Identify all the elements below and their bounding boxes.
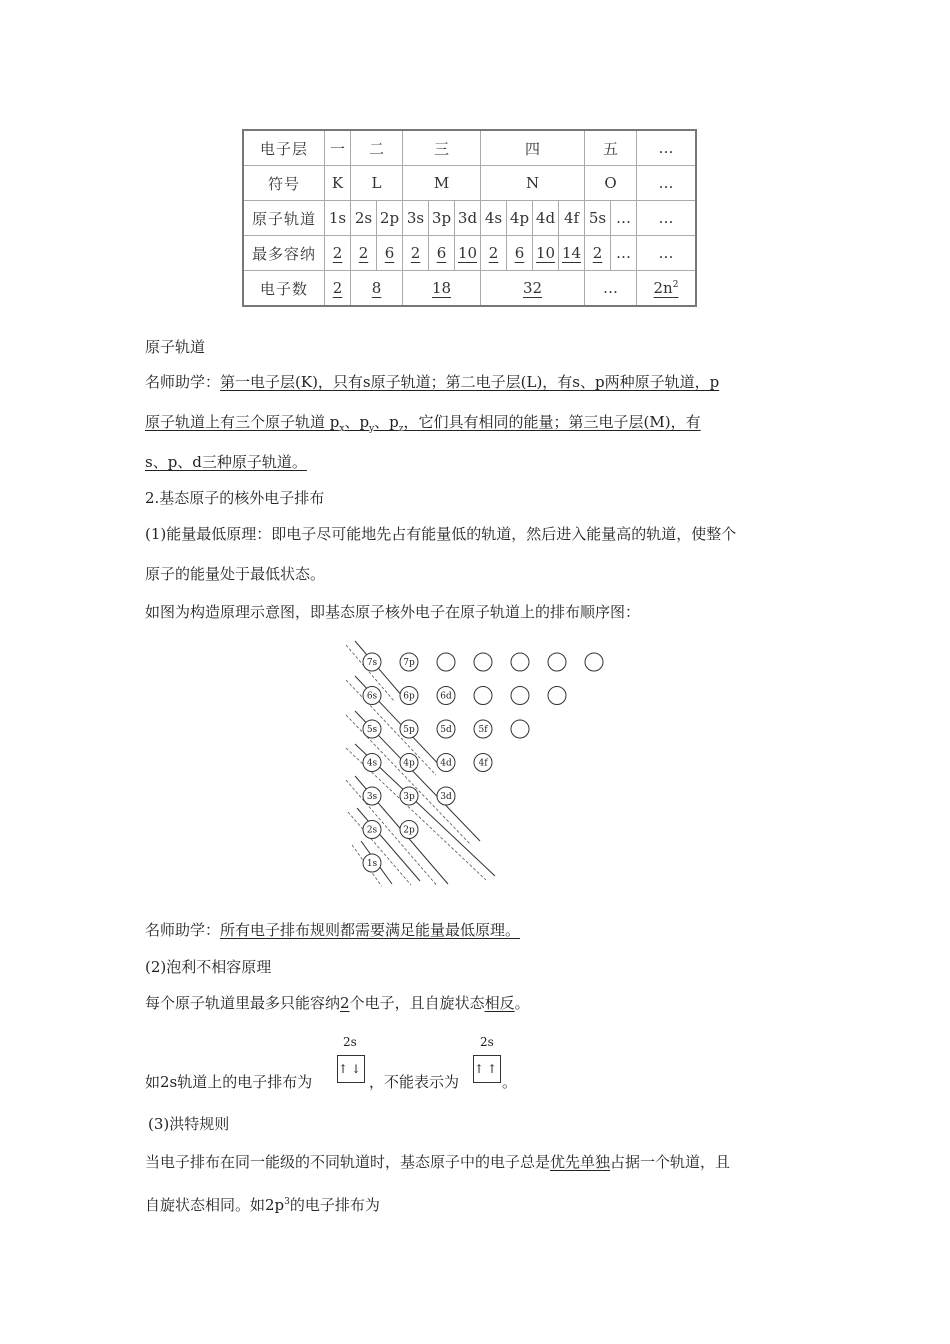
hund-line1: 当电子排布在同一能级的不同轨道时，基态原子中的电子总是优先单独占据一个轨道，且 [145, 1153, 731, 1171]
orbital-label: 4s [366, 758, 378, 769]
orbital-box-label: 2s [343, 1035, 357, 1049]
orbital-label: 6p [403, 691, 415, 702]
symbol-k: K [325, 166, 351, 201]
shell-4: 四 [481, 130, 585, 166]
shell-2: 二 [351, 130, 403, 166]
tip1-line2: 原子轨道上有三个原子轨道 $p_x$、$p_y$、$p_z$，它们具有相同的能量；第三电子层(M)，有 [145, 413, 701, 434]
pauli-text: 每个原子轨道里最多只能容纳2个电子，且自旋状态相反。 [145, 994, 530, 1012]
pauli-title: (2)泡利不相容原理 [145, 958, 272, 976]
section-orbitals: 原子轨道 [145, 338, 206, 356]
orbital-max-cell: 2 [358, 244, 369, 262]
orbital-label: 4d [440, 758, 452, 769]
shell-more: … [637, 130, 697, 166]
symbol-o: O [585, 166, 637, 201]
orbital-max-cell: 6 [384, 244, 395, 262]
orbital-cell: 3s [403, 201, 429, 236]
orbital-cell: 4d [533, 201, 559, 236]
symbol-m: M [403, 166, 481, 201]
orbital-cell: … [611, 201, 637, 236]
orbital-label: 3d [440, 792, 452, 802]
pauli-example-a: 如2s轨道上的电子排布为 [145, 1073, 313, 1091]
diagonal-arrow [355, 641, 403, 697]
orbital-label: 5p [403, 725, 415, 735]
shell-max-cell: … [585, 271, 637, 307]
orbital-label: 5s [366, 725, 378, 735]
orbital-circle [474, 653, 492, 671]
orbital-circle [548, 653, 566, 671]
tip2-line: 名师助学：所有电子排布规则都需要满足能量最低原理。 [145, 921, 521, 939]
orbital-cell: … [637, 201, 697, 236]
row-label-orbital: 原子轨道 [243, 201, 325, 236]
shell-5: 五 [585, 130, 637, 166]
orbital-label: 4f [478, 758, 488, 769]
orbital-label: 6d [440, 691, 452, 702]
orbital-label: 6s [366, 691, 378, 702]
shell-max-cell: 2 [332, 279, 343, 297]
orbital-label: 5f [478, 725, 488, 735]
aufbau-line1: (1)能量最低原理：即电子尽可能地先占有能量低的轨道，然后进入能量高的轨道，使整个 [145, 525, 737, 543]
tip-label: 名师助学： [145, 921, 221, 939]
orbital-cell: 4f [559, 201, 585, 236]
orbital-label: 4p [403, 758, 415, 769]
shell-1: 一 [325, 130, 351, 166]
orbital-cell: 1s [325, 201, 351, 236]
orbital-box-label: 2s [480, 1035, 494, 1049]
pauli-example-b: ，不能表示为 [369, 1073, 460, 1091]
orbital-circle [511, 653, 529, 671]
shell-max-cell: 8 [371, 279, 382, 297]
orbital-max-cell: 10 [457, 244, 478, 262]
orbital-cell: 4s [481, 201, 507, 236]
orbital-box-correct [337, 1055, 365, 1083]
arrows-up-up-icon: ↑↑ [474, 1062, 501, 1076]
hund-underlined: 优先单独 [550, 1153, 611, 1171]
orbital-label: 2s [366, 825, 378, 836]
tip1-line3: s、p、d三种原子轨道。 [145, 453, 307, 471]
orbital-circle [437, 653, 455, 671]
orbital-label: 1s [366, 859, 378, 869]
orbital-label: 2p [403, 825, 415, 836]
diagonal-guide [346, 780, 439, 886]
row-label-electrons: 电子数 [243, 271, 325, 307]
tip-label: 名师助学： [145, 373, 221, 391]
orbital-circle [474, 687, 492, 705]
orbital-max-cell: 2 [332, 244, 343, 262]
orbital-label: 3s [366, 792, 378, 802]
shell-max-cell: 18 [431, 279, 452, 297]
orbital-label: 7s [366, 658, 378, 668]
orbital-label: 7p [403, 658, 415, 668]
row-label-shell: 电子层 [243, 130, 325, 166]
orbital-max-cell: 2 [592, 244, 603, 262]
diagonal-guide [346, 680, 436, 775]
orbital-max-cell: … [637, 236, 697, 271]
orbital-label: 5d [440, 725, 452, 735]
orbital-max-cell: 14 [561, 244, 582, 262]
electron-shell-table [242, 129, 697, 307]
pauli-opposite: 相反 [484, 994, 515, 1012]
diagonal-guide [348, 812, 411, 885]
shell-max-formula: $2n^2$ [653, 279, 679, 297]
orbital-circle [511, 687, 529, 705]
pauli-number: 2 [340, 994, 350, 1012]
row-label-max: 最多容纳 [243, 236, 325, 271]
symbol-n: N [481, 166, 585, 201]
orbital-max-cell: 2 [410, 244, 421, 262]
orbital-circle [511, 720, 529, 738]
symbol-more: … [637, 166, 697, 201]
hund-title: (3)洪特规则 [148, 1115, 230, 1133]
orbital-max-cell: 6 [514, 244, 525, 262]
orbital-cell: 5s [585, 201, 611, 236]
orbital-circle [548, 687, 566, 705]
orbital-cell: 2s [351, 201, 377, 236]
orbital-cell: 3d [455, 201, 481, 236]
orbital-max-cell: 6 [436, 244, 447, 262]
arrows-up-down-icon: ↑↓ [338, 1062, 365, 1076]
orbital-max-cell: … [611, 236, 637, 271]
hund-line2: 自旋状态相同。如$2p^3$的电子排布为 [145, 1196, 380, 1214]
orbital-cell: 2p [377, 201, 403, 236]
orbital-box-wrong [473, 1055, 501, 1083]
aufbau-diagram [330, 636, 620, 886]
shell-max-cell: 32 [522, 279, 543, 297]
diagram-intro: 如图为构造原理示意图，即基态原子核外电子在原子轨道上的排布顺序图： [145, 603, 641, 621]
row-label-symbol: 符号 [243, 166, 325, 201]
orbital-label: 3p [403, 792, 415, 802]
aufbau-line2: 原子的能量处于最低状态。 [145, 565, 326, 583]
orbital-cell: 4p [507, 201, 533, 236]
orbital-max-cell: 2 [488, 244, 499, 262]
orbital-cell: 3p [429, 201, 455, 236]
orbital-max-cell: 10 [535, 244, 556, 262]
orbital-circle [585, 653, 603, 671]
section-2-heading: 2.基态原子的核外电子排布 [145, 489, 325, 507]
symbol-l: L [351, 166, 403, 201]
shell-3: 三 [403, 130, 481, 166]
tip1-line1: 名师助学：第一电子层(K)，只有s原子轨道；第二电子层(L)，有s、p两种原子轨道，p [145, 373, 720, 391]
pauli-example-c: 。 [502, 1073, 518, 1091]
